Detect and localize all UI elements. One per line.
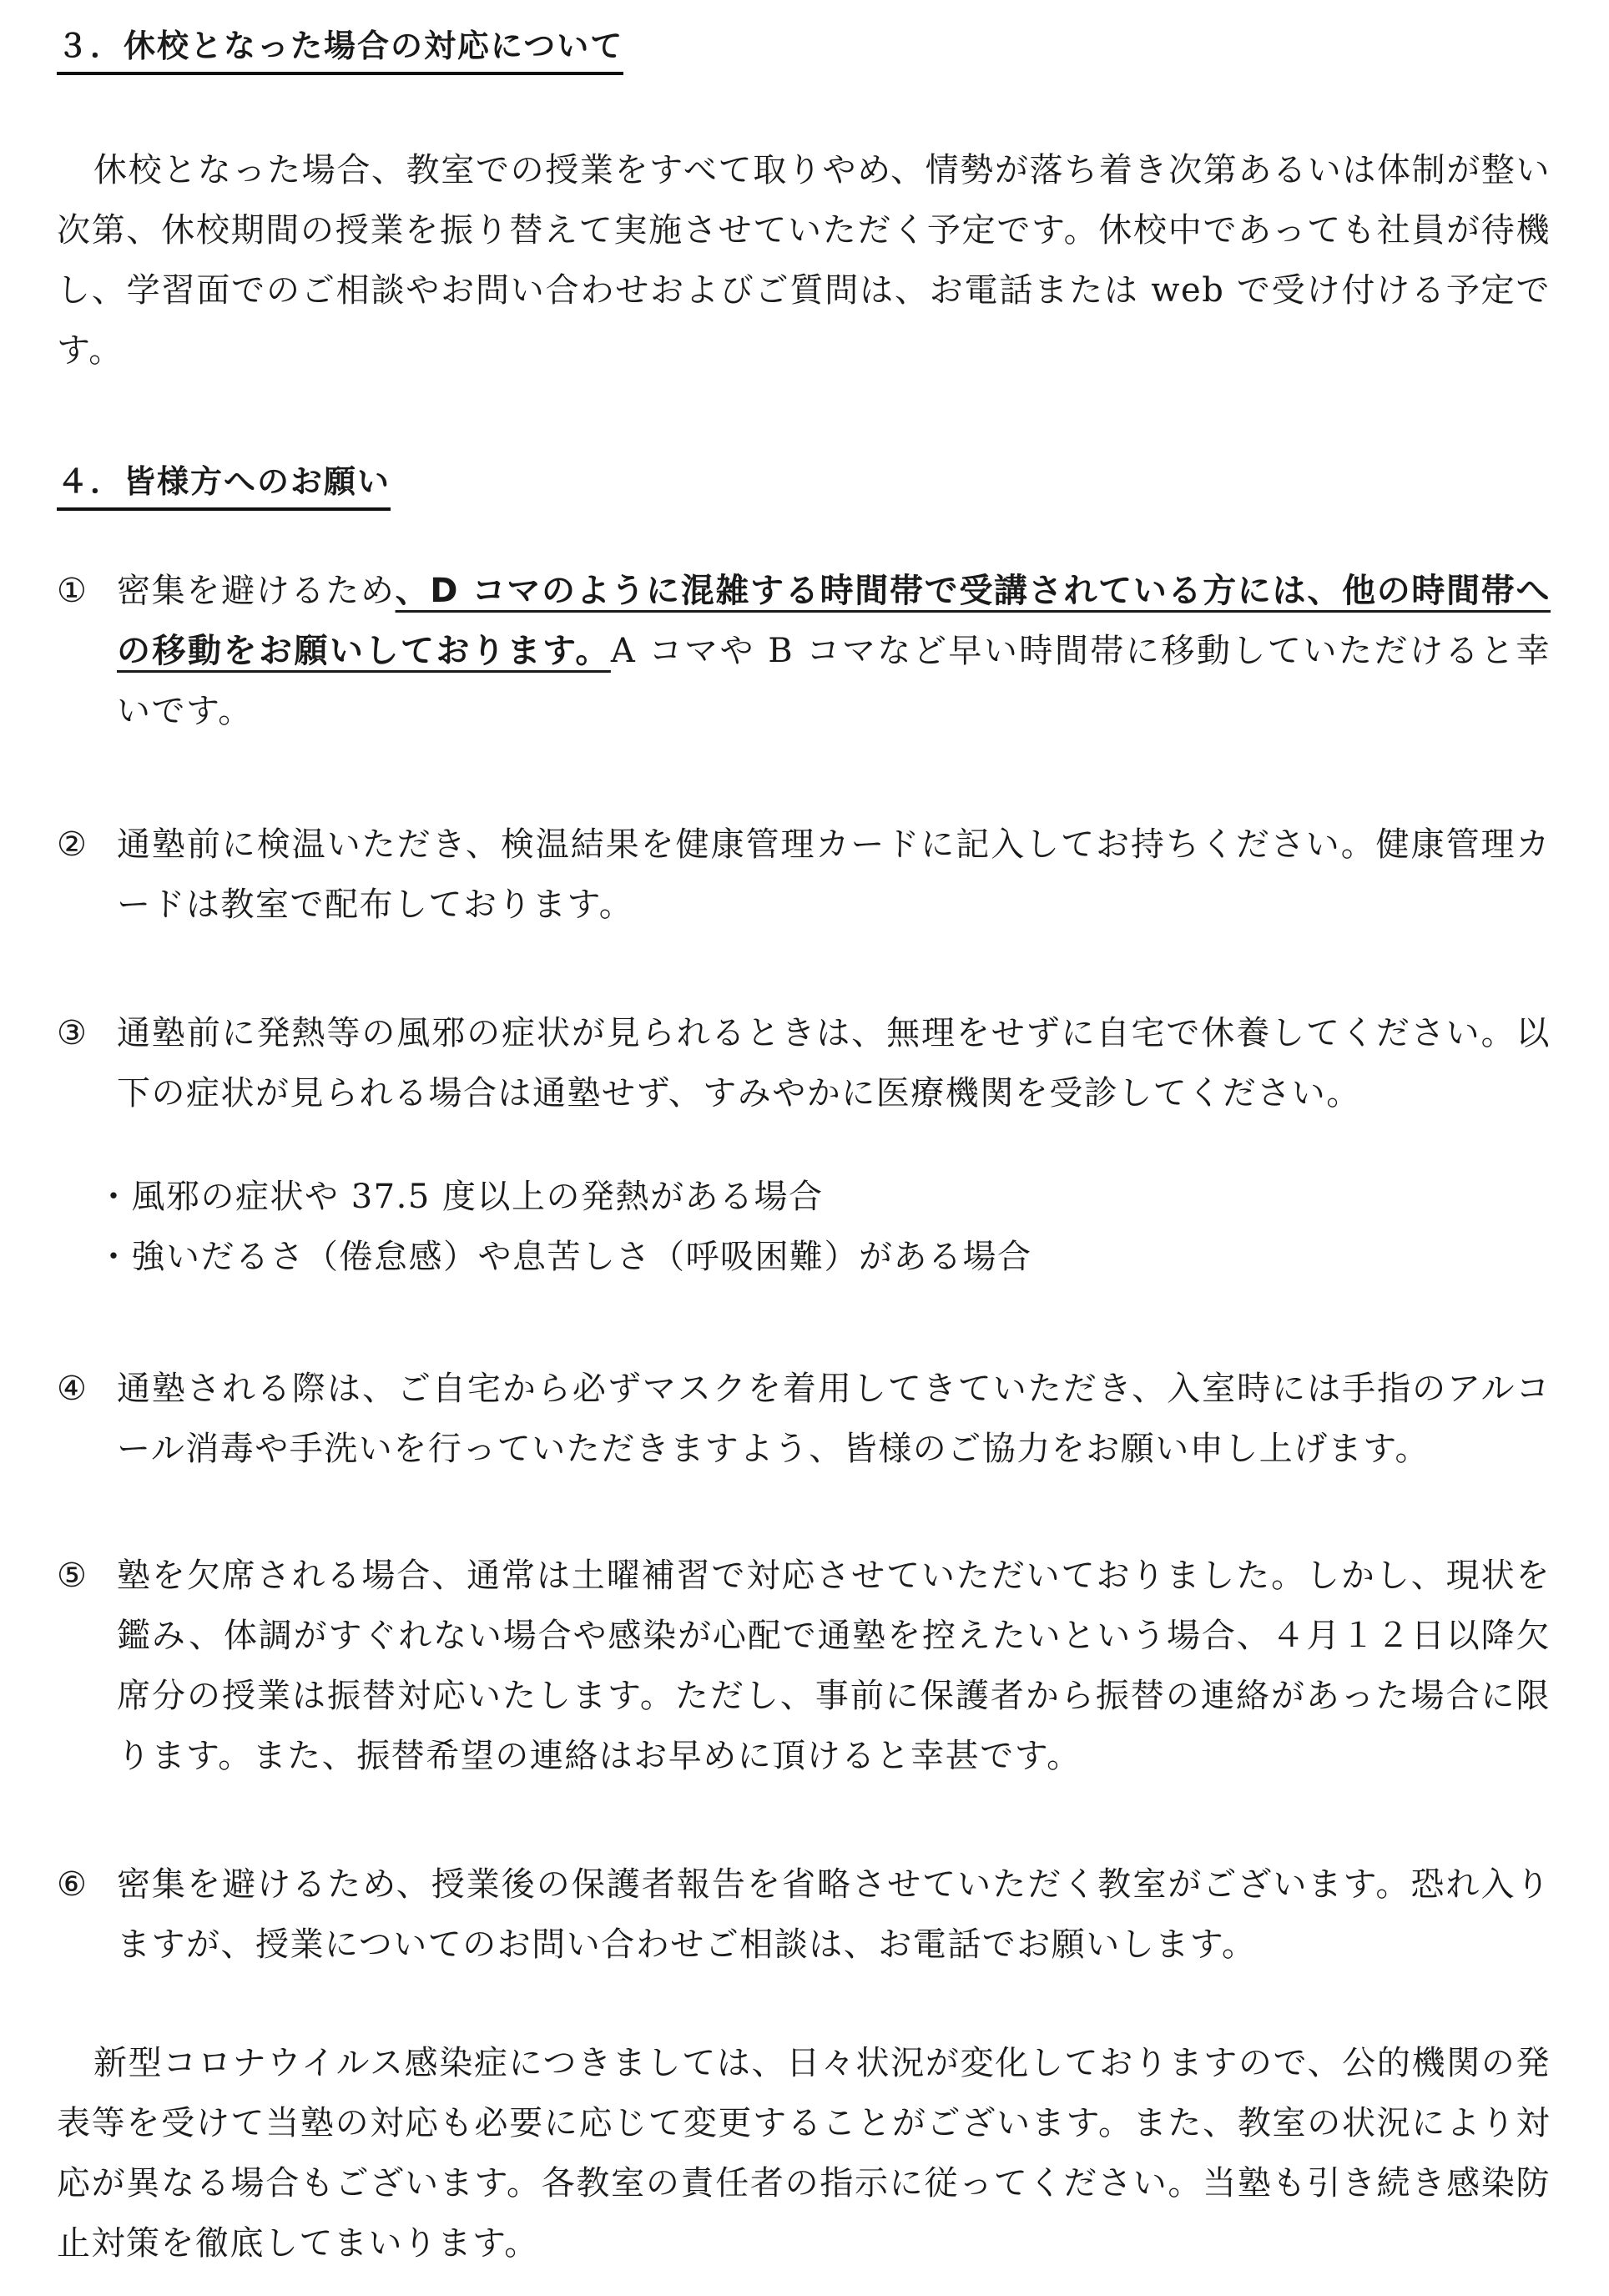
item-text: 通塾前に発熱等の風邪の症状が見られるときは、無理をせずに自宅で休養してください。以下の症状が見られる場合は通塾せず、すみやかに医療機関を受診してください。	[117, 1014, 1551, 1113]
section-3-heading: ３．休校となった場合の対応について	[57, 25, 623, 75]
item-body	[117, 561, 1551, 741]
symptom-bullet-1: ・風邪の症状や 37.5 度以上の発熱がある場合	[97, 1178, 824, 1216]
request-item-6	[57, 1854, 1551, 1975]
item-text: 通塾前に検温いただき、検温結果を健康管理カードに記入してお持ちください。健康管理カードは教室で配布しております。	[117, 825, 1551, 924]
item-text-before: 密集を避けるため	[117, 572, 396, 610]
item-text: 通塾される際は、ご自宅から必ずマスクを着用してきていただき、入室時には手指のアルコール消毒や手洗いを行っていただきますよう、皆様のご協力をお願い申し上げます。	[117, 1370, 1551, 1468]
item-text: 密集を避けるため、授業後の保護者報告を省略させていただく教室がございます。恐れ入りますが、授業についてのお問い合わせご相談は、お電話でお願いします。	[117, 1865, 1551, 1964]
request-item-1	[57, 561, 1551, 741]
item-number: ②	[57, 825, 88, 864]
symptom-bullet-2: ・強いだるさ（倦怠感）や息苦しさ（呼吸困難）がある場合	[97, 1238, 1032, 1276]
closing-paragraph: 新型コロナウイルス感染症につきましては、日々状況が変化しておりますので、公的機関の発表等を受けて当塾の対応も必要に応じて変更することがございます。また、教室の状況により対応が異なる場合もございます。各教室の責任者の指示に従ってください。当塾も引き続き感染防止対策を徹底してまいります。	[57, 2044, 1551, 2263]
request-item-2	[57, 815, 1551, 935]
item-text: 塾を欠席される場合、通常は土曜補習で対応させていただいておりました。しかし、現状を鑑み、体調がすぐれない場合や感染が心配で通塾を控えたいという場合、４月１２日以降欠席分の授業は振替対応いたします。ただし、事前に保護者から振替の連絡があった場合に限ります。また、振替希望の連絡はお早めに頂けると幸甚です。	[117, 1557, 1551, 1775]
item-number: ①	[57, 572, 88, 610]
request-item-3	[57, 1003, 1551, 1123]
item-number: ④	[57, 1370, 88, 1408]
item-number: ⑤	[57, 1557, 88, 1595]
item-text-after: A コマや B コマなど早い時間帯に移動していただけると幸いです。	[117, 632, 1551, 730]
request-item-5	[57, 1546, 1551, 1786]
item-emphasis-underlined: 、D コマのように混雑する時間帯で受講されている方には、他の時間帯への移動をお願いしております。	[117, 572, 1551, 670]
section-4-heading: ４．皆様方へのお願い	[57, 461, 391, 511]
request-item-4	[57, 1359, 1551, 1479]
item-number: ③	[57, 1014, 88, 1052]
item-number: ⑥	[57, 1865, 88, 1904]
section-3-paragraph: 休校となった場合、教室での授業をすべて取りやめ、情勢が落ち着き次第あるいは体制が整い次第、休校期間の授業を振り替えて実施させていただく予定です。休校中であっても社員が待機し、学習面でのご相談やお問い合わせおよびご質問は、お電話または web で受け付ける予定です。	[57, 151, 1551, 370]
